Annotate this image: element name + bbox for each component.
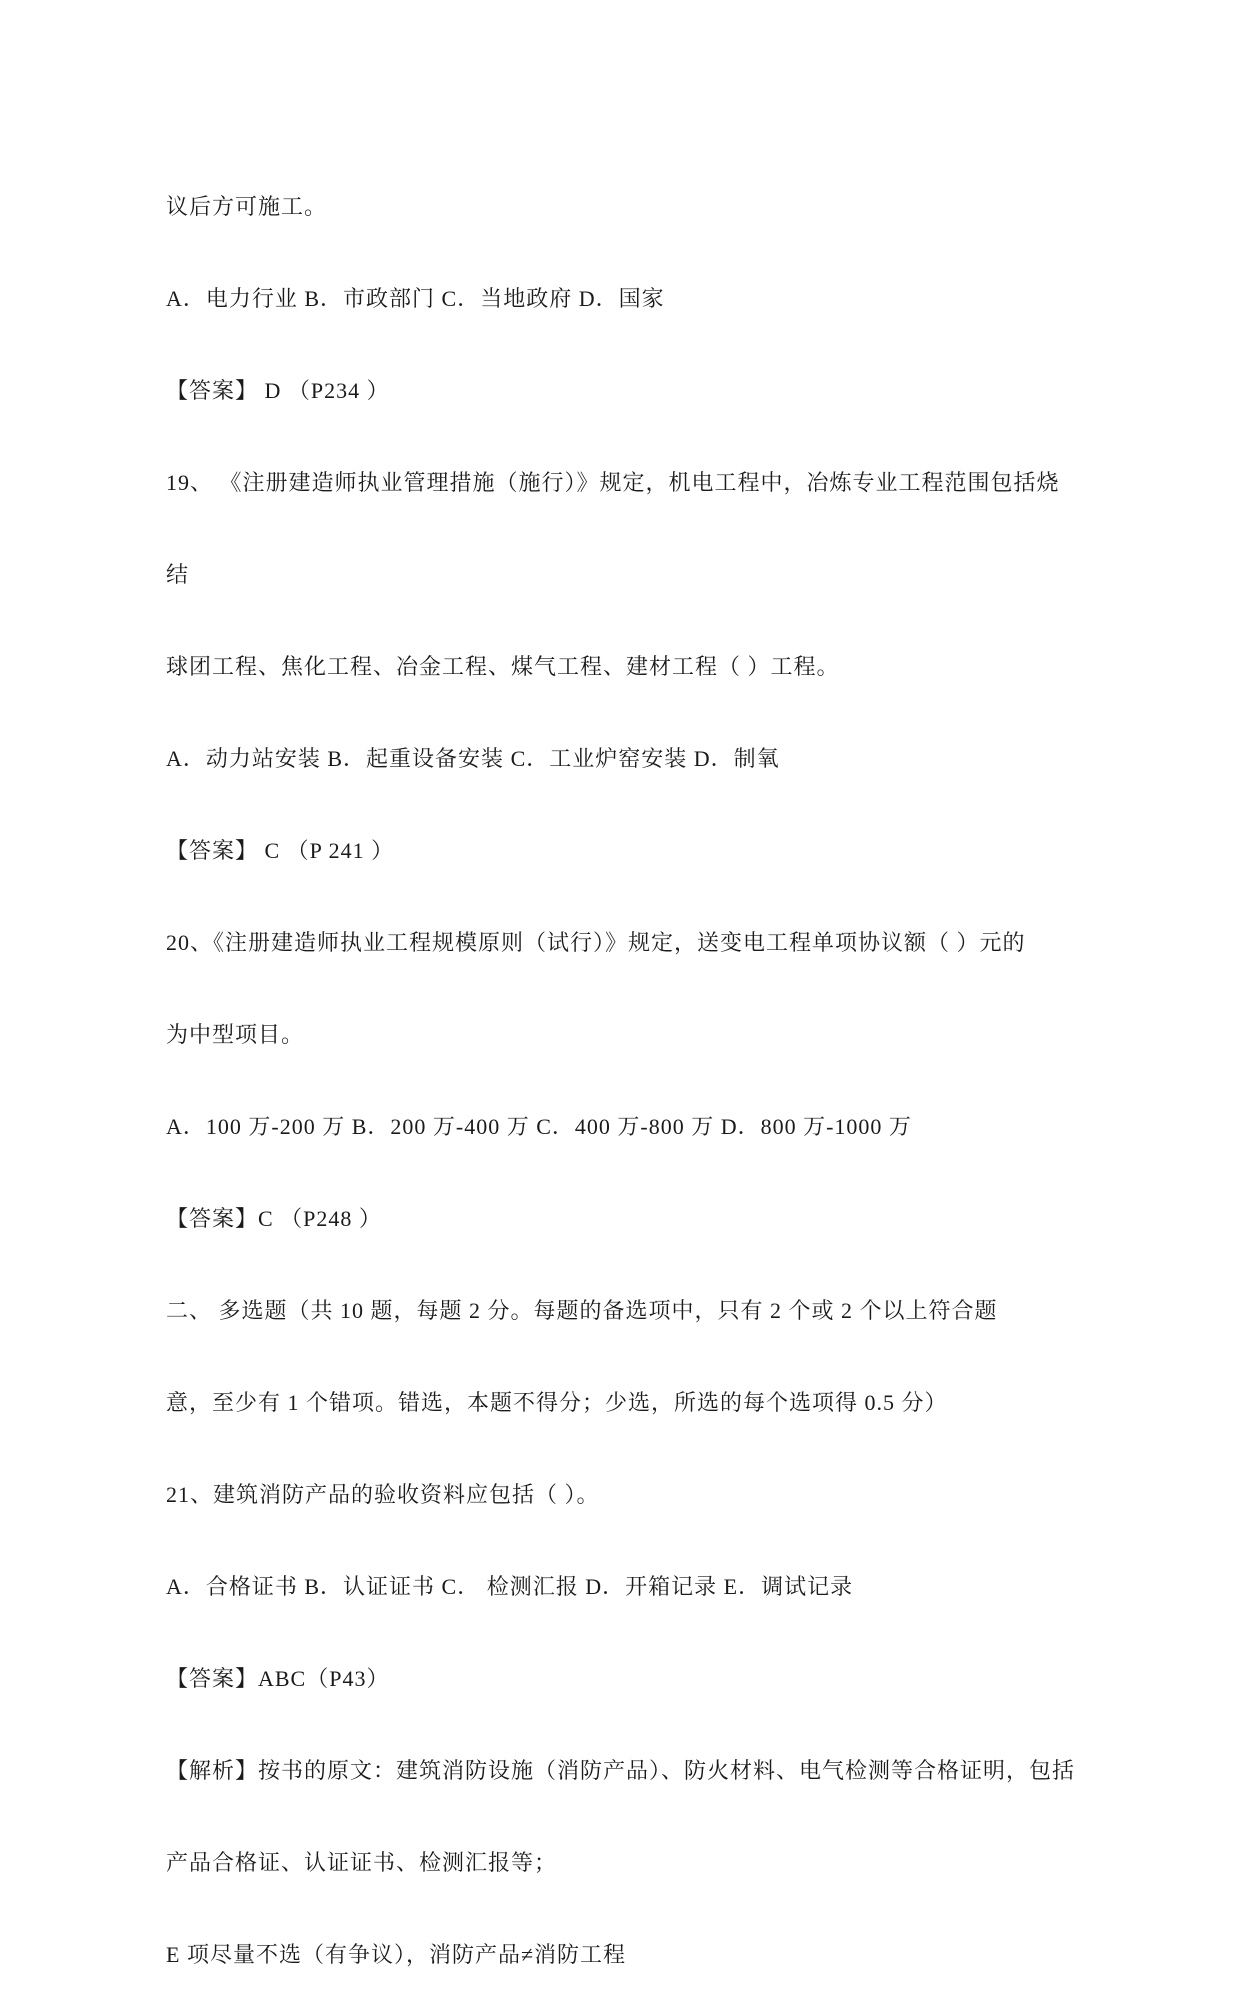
question-19-options: A．动力站安装 B．起重设备安装 C．工业炉窑安装 D．制氧: [166, 745, 780, 771]
question-20-stem: 20、《注册建造师执业工程规模原则（试行）》规定，送变电工程单项协议额（ ）元的: [166, 929, 1026, 955]
question-21-analysis-continuation: 产品合格证、认证证书、检测汇报等；: [166, 1849, 558, 1875]
question-21-analysis-note: E 项尽量不选（有争议），消防产品≠消防工程: [166, 1941, 627, 1967]
section-multiple-choice-header: 二、 多选题（共 10 题，每题 2 分。每题的备选项中，只有 2 个或 2 个以上符合题: [166, 1297, 998, 1323]
question-19-stem-continuation-2: 球团工程、焦化工程、冶金工程、煤气工程、建材工程（ ）工程。: [166, 653, 840, 679]
question-20-stem-continuation: 为中型项目。: [166, 1021, 305, 1047]
question-18-stem-continuation: 议后方可施工。: [166, 193, 328, 219]
question-20-answer: 【答案】C （P248 ）: [166, 1205, 382, 1231]
section-multiple-choice-header-continuation: 意，至少有 1 个错项。错选，本题不得分；少选，所选的每个选项得 0.5 分）: [166, 1389, 948, 1415]
question-19-answer: 【答案】 C （P 241 ）: [166, 837, 395, 863]
question-19-stem-continuation: 结: [166, 561, 190, 587]
question-19-stem: 19、 《注册建造师执业管理措施（施行）》规定，机电工程中，冶炼专业工程范围包括烧: [166, 469, 1060, 495]
question-21-options: A．合格证书 B．认证证书 C． 检测汇报 D．开箱记录 E．调试记录: [166, 1573, 854, 1599]
question-21-stem: 21、建筑消防产品的验收资料应包括（ ）。: [166, 1481, 600, 1507]
question-18-answer: 【答案】 D （P234 ）: [166, 377, 390, 403]
question-21-answer: 【答案】ABC（P43）: [166, 1665, 390, 1691]
question-20-options: A．100 万-200 万 B．200 万-400 万 C．400 万-800 万 D．800 万-1000 万: [166, 1113, 912, 1139]
question-21-analysis: 【解析】按书的原文：建筑消防设施（消防产品）、防火材料、电气检测等合格证明，包括: [166, 1757, 1076, 1783]
question-18-options: A．电力行业 B．市政部门 C．当地政府 D．国家: [166, 285, 665, 311]
